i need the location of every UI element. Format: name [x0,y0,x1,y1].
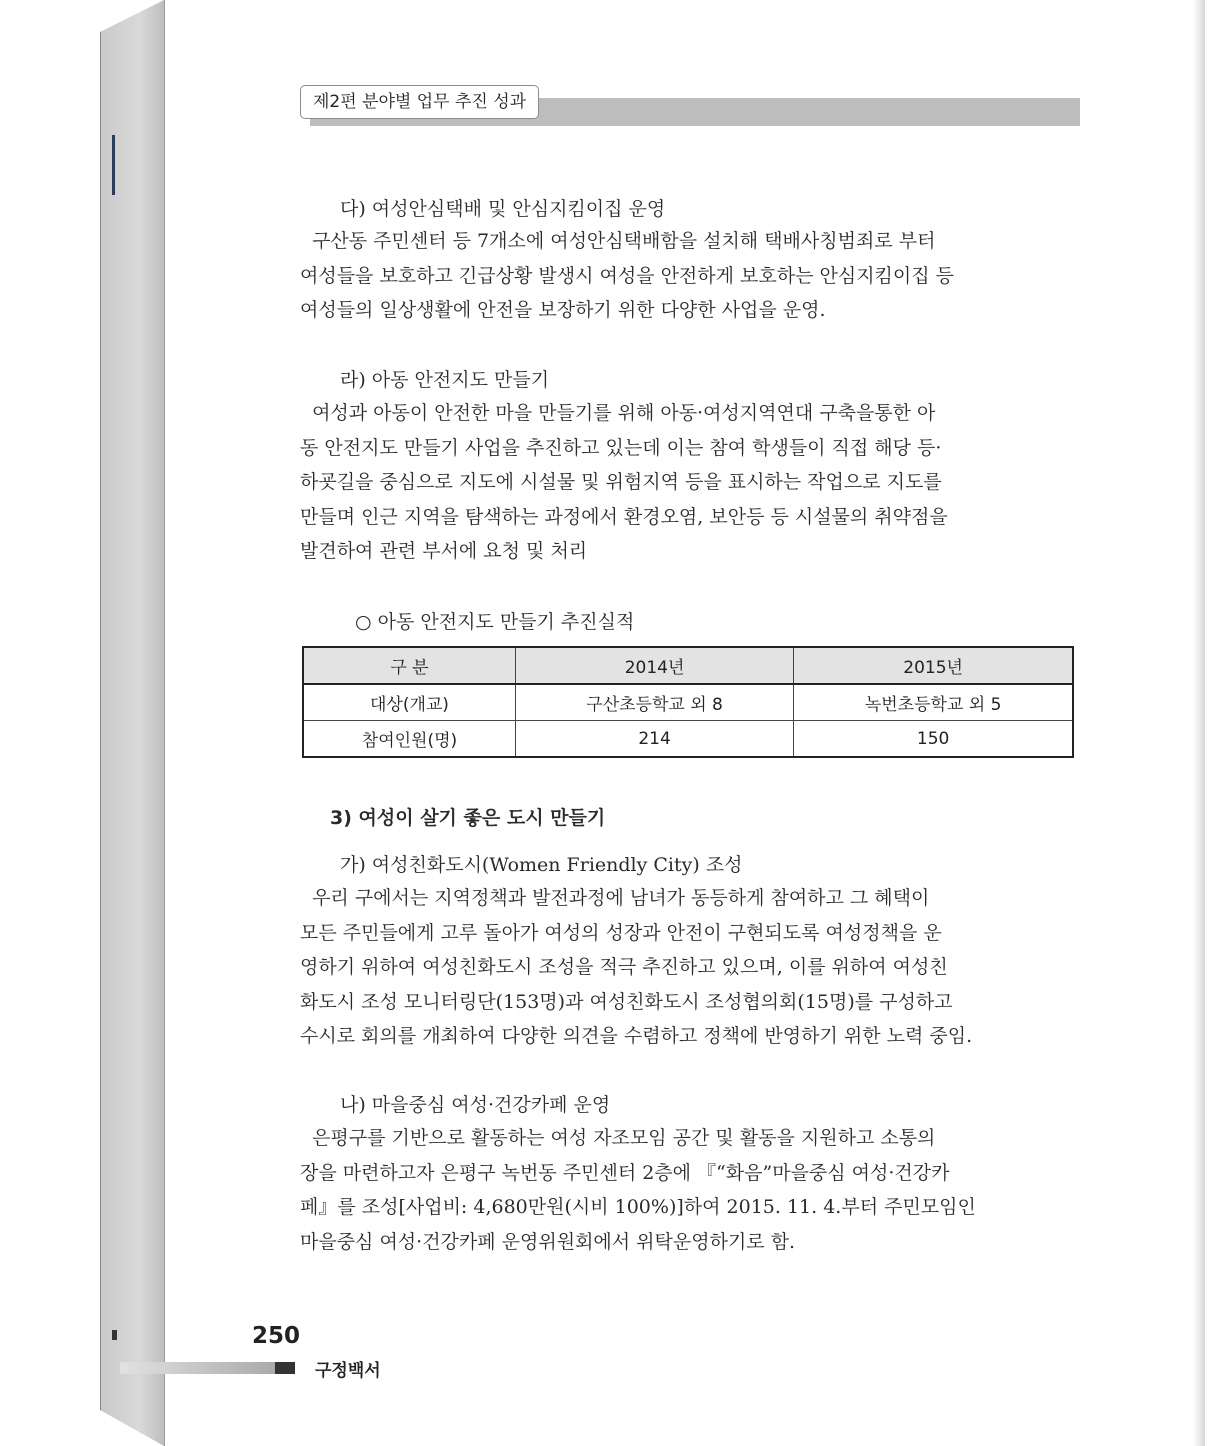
paragraph-line: 페』를 조성[사업비: 4,680만원(시비 100%)]하여 2015. 11. 4.부터 주민모임인 [300,1196,976,1218]
paragraph-ra [300,396,1075,569]
heading-ra: 라) 아동 안전지도 만들기 [340,369,550,391]
paragraph-ga [300,881,1075,1054]
footer-book-title: 구정백서 [315,1361,381,1381]
paragraph-line: 발견하여 관련 부서에 요청 및 처리 [300,540,588,562]
table-cell: 대상(개교) [303,684,515,721]
footer-bar [120,1362,275,1374]
table-cell: 150 [794,721,1073,758]
paragraph-line: 장을 마련하고자 은평구 녹번동 주민센터 2층에 『“화음”마을중심 여성·건강카 [300,1161,950,1184]
paragraph-line: 화도시 조성 모니터링단(153명)과 여성친화도시 조성협의회(15명)를 구성하고 [300,990,953,1013]
table-header-cell: 2014년 [515,647,793,684]
table-cell: 참여인원(명) [303,721,515,758]
footer-bar-accent [275,1362,295,1374]
paragraph-line: 모든 주민들에게 고루 돌아가 여성의 성장과 안전이 구현되도록 여성정책을 운 [300,921,942,944]
paragraph-line: 여성들의 일상생활에 안전을 보장하기 위한 다양한 사업을 운영. [300,299,826,321]
paragraph-line: 마을중심 여성·건강카페 운영위원회에서 위탁운영하기로 함. [300,1230,796,1253]
table-cell: 214 [515,721,793,758]
table-caption: ○ 아동 안전지도 만들기 추진실적 [355,611,635,633]
paragraph-line: 구산동 주민센터 등 7개소에 여성안심택배함을 설치해 택배사칭범죄로 부터 [300,230,936,252]
heading-na: 나) 마을중심 여성·건강카페 운영 [340,1094,611,1116]
paragraph-line: 여성과 아동이 안전한 마을 만들기를 위해 아동·여성지역연대 구축을통한 아 [300,402,936,424]
table-cell: 녹번초등학교 외 5 [794,684,1073,721]
paragraph-line: 은평구를 기반으로 활동하는 여성 자조모임 공간 및 활동을 지원하고 소통의 [300,1127,936,1149]
table-header-row [303,647,1073,684]
paragraph-line: 하굣길을 중심으로 지도에 시설물 및 위험지역 등을 표시하는 작업으로 지도를 [300,471,942,493]
table-header-cell: 2015년 [794,647,1073,684]
table-row [303,721,1073,758]
paragraph-da [300,224,1075,328]
spine-mark [112,135,115,195]
table-cell: 구산초등학교 외 8 [515,684,793,721]
paragraph-line: 영하기 위하여 여성친화도시 조성을 적극 추진하고 있으며, 이를 위하여 여성친 [300,956,948,978]
table-row [303,684,1073,721]
heading-ga: 가) 여성친화도시(Women Friendly City) 조성 [340,854,743,876]
performance-table [302,646,1074,758]
page-edge-shadow [1193,0,1205,1446]
page-number: 250 [252,1323,301,1349]
spine-mark-bottom [112,1330,117,1340]
paragraph-line: 우리 구에서는 지역정책과 발전과정에 남녀가 동등하게 참여하고 그 혜택이 [300,887,930,909]
paragraph-line: 수시로 회의를 개최하여 다양한 의견을 수렴하고 정책에 반영하기 위한 노력 중임. [300,1025,973,1047]
table-header-cell: 구 분 [303,647,515,684]
paragraph-na [300,1121,1075,1259]
paragraph-line: 동 안전지도 만들기 사업을 추진하고 있는데 이는 참여 학생들이 직접 해당 등· [300,436,942,459]
paragraph-line: 여성들을 보호하고 긴급상황 발생시 여성을 안전하게 보호하는 안심지킴이집 등 [300,264,955,287]
section-title: 제2편 분야별 업무 추진 성과 [300,85,539,119]
paragraph-line: 만들며 인근 지역을 탐색하는 과정에서 환경오염, 보안등 등 시설물의 취약점을 [300,505,948,528]
section-3-title: 3) 여성이 살기 좋은 도시 만들기 [330,807,606,829]
heading-da: 다) 여성안심택배 및 안심지킴이집 운영 [340,198,666,220]
book-spine [100,0,165,1446]
